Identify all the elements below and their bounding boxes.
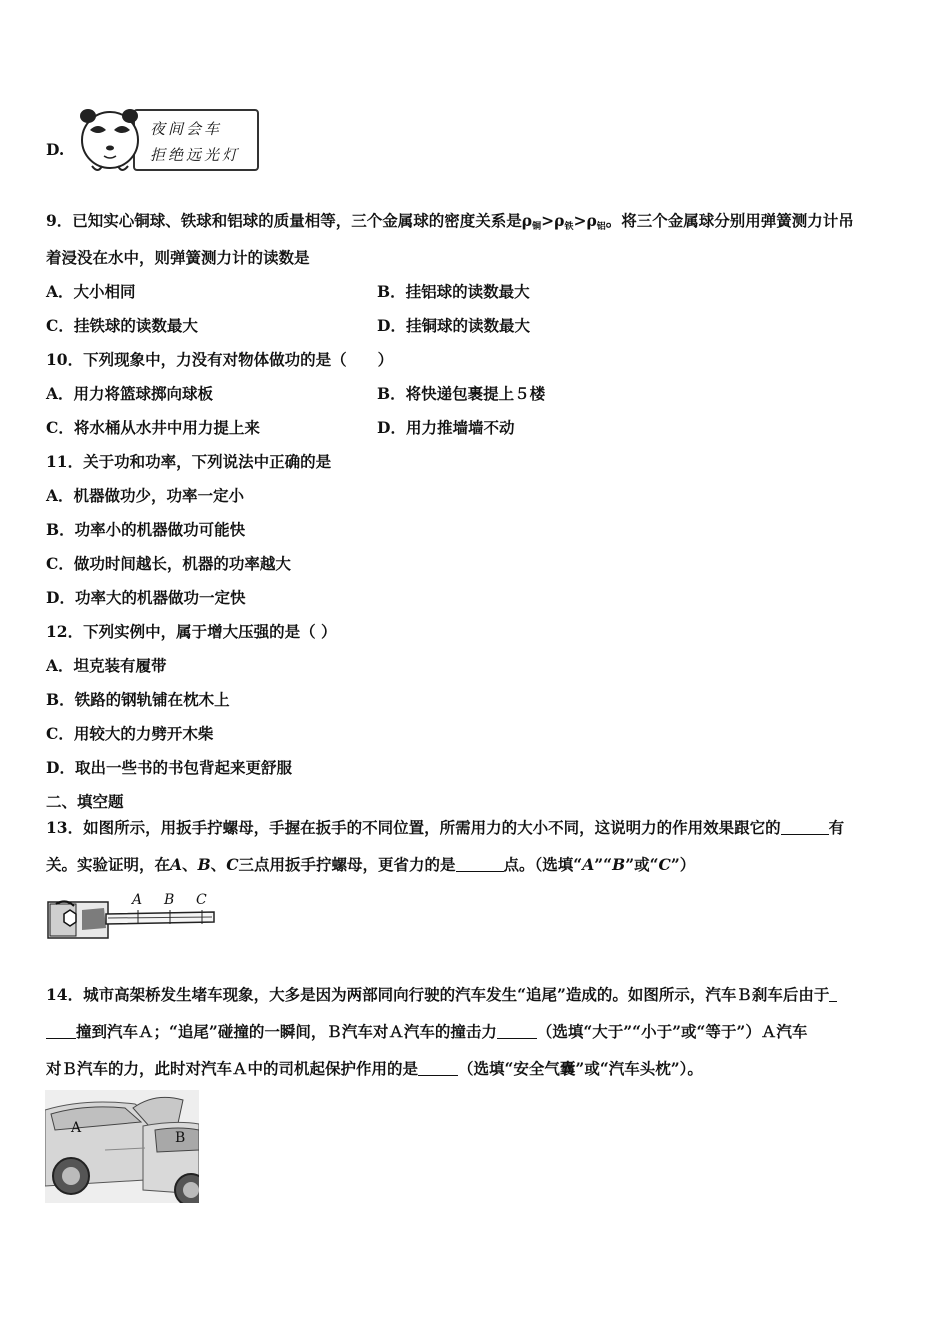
section-title-fill-blank: 二、填空题: [46, 792, 124, 811]
q13-blank-2[interactable]: [456, 857, 504, 872]
q10-option-d: D．用力推墙墙不动: [377, 418, 515, 437]
wrench-label-a: A: [132, 892, 143, 908]
q9-option-d: D．挂铜球的读数最大: [377, 316, 530, 335]
q12-option-c: C．用较大的力劈开木柴: [46, 724, 214, 743]
q9-stem-part1: 9．已知实心铜球、铁球和铝球的质量相等，三个金属球的密度关系是: [46, 211, 522, 230]
q14-blank-2[interactable]: [497, 1024, 537, 1039]
q9-option-b: B．挂铝球的读数最大: [377, 282, 530, 301]
q8-option-d-panda-image: [78, 104, 262, 176]
rho-cu: $\rho_铜$: [521, 211, 542, 232]
q13-line2: 关。实验证明，在A、B、C三点用扳手拧螺母，更省力的是 点。（选填“A”“B”或“C”）: [46, 855, 696, 874]
q12-option-d: D．取出一些书的书包背起来更舒服: [46, 758, 292, 777]
q11-option-a: A．机器做功少，功率一定小: [46, 486, 245, 505]
q11-stem: 11．关于功和功率，下列说法中正确的是: [46, 452, 332, 471]
q14-blank-1a[interactable]: [829, 987, 837, 1002]
q10-stem: 10．下列现象中，力没有对物体做功的是（ ）: [46, 350, 394, 369]
q13-wrench-figure: [46, 892, 216, 942]
wrench-label-b: B: [164, 892, 175, 908]
q9-stem-line1: 9．已知实心铜球、铁球和铝球的质量相等，三个金属球的密度关系是$\rho_铜>\rho_铁>\rho_铝$。将三个金属球分别用弹簧测力计吊: [46, 211, 854, 232]
q12-option-b: B．铁路的钢轨铺在枕木上: [46, 690, 230, 709]
q11-option-d: D．功率大的机器做功一定快: [46, 588, 246, 607]
car-label-a: A: [71, 1120, 82, 1136]
wrench-label-c: C: [196, 892, 207, 908]
rho-fe: $\rho_铁$: [554, 211, 574, 232]
panda-sign-graphic: [78, 104, 262, 176]
panda-sign-line1: 夜间会车: [150, 120, 223, 138]
q14-car-crash-figure: [45, 1090, 199, 1203]
q12-option-a: A．坦克装有履带: [46, 656, 167, 675]
q13-blank-1[interactable]: [781, 820, 829, 835]
q14-blank-3[interactable]: [418, 1061, 458, 1076]
wrench-icon: [46, 892, 216, 942]
q9-stem-part2: 。将三个金属球分别用弹簧测力计吊: [605, 211, 854, 230]
panda-sign-line2: 拒绝远光灯: [150, 146, 241, 164]
q10-option-c: C．将水桶从水井中用力提上来: [46, 418, 260, 437]
car-crash-icon: [45, 1090, 199, 1203]
q11-option-b: B．功率小的机器做功可能快: [46, 520, 246, 539]
car-label-b: B: [175, 1130, 186, 1146]
rho-al: $\rho_铝$: [586, 211, 606, 232]
q8-option-d-label: D.: [46, 140, 65, 159]
q10-option-a: A．用力将篮球掷向球板: [46, 384, 214, 403]
q9-stem-line2: 着浸没在水中，则弹簧测力计的读数是: [46, 248, 310, 267]
q14-line2: 撞到汽车Ａ；“追尾”碰撞的一瞬间，Ｂ汽车对Ａ汽车的撞击力 （选填“大于”“小于”或“等于”）Ａ汽车: [46, 1022, 807, 1042]
q14-line3: 对Ｂ汽车的力，此时对汽车Ａ中的司机起保护作用的是 （选填“安全气囊”或“汽车头枕”）。: [46, 1059, 703, 1078]
q11-option-c: C．做功时间越长，机器的功率越大: [46, 554, 291, 573]
q14-blank-1b[interactable]: [46, 1024, 76, 1039]
q14-line1: 14．城市高架桥发生堵车现象，大多是因为两部同向行驶的汽车发生“追尾”造成的。如图所示，汽车Ｂ刹车后由于: [46, 985, 837, 1005]
q12-stem: 12．下列实例中，属于增大压强的是（ ）: [46, 622, 337, 641]
q10-option-b: B．将快递包裹提上５楼: [377, 384, 546, 403]
q9-option-c: C．挂铁球的读数最大: [46, 316, 198, 335]
q13-line1: 13．如图所示，用扳手拧螺母，手握在扳手的不同位置，所需用力的大小不同，这说明力的作用效果跟它的 有: [46, 818, 845, 837]
q9-option-a: A．大小相同: [46, 282, 136, 301]
